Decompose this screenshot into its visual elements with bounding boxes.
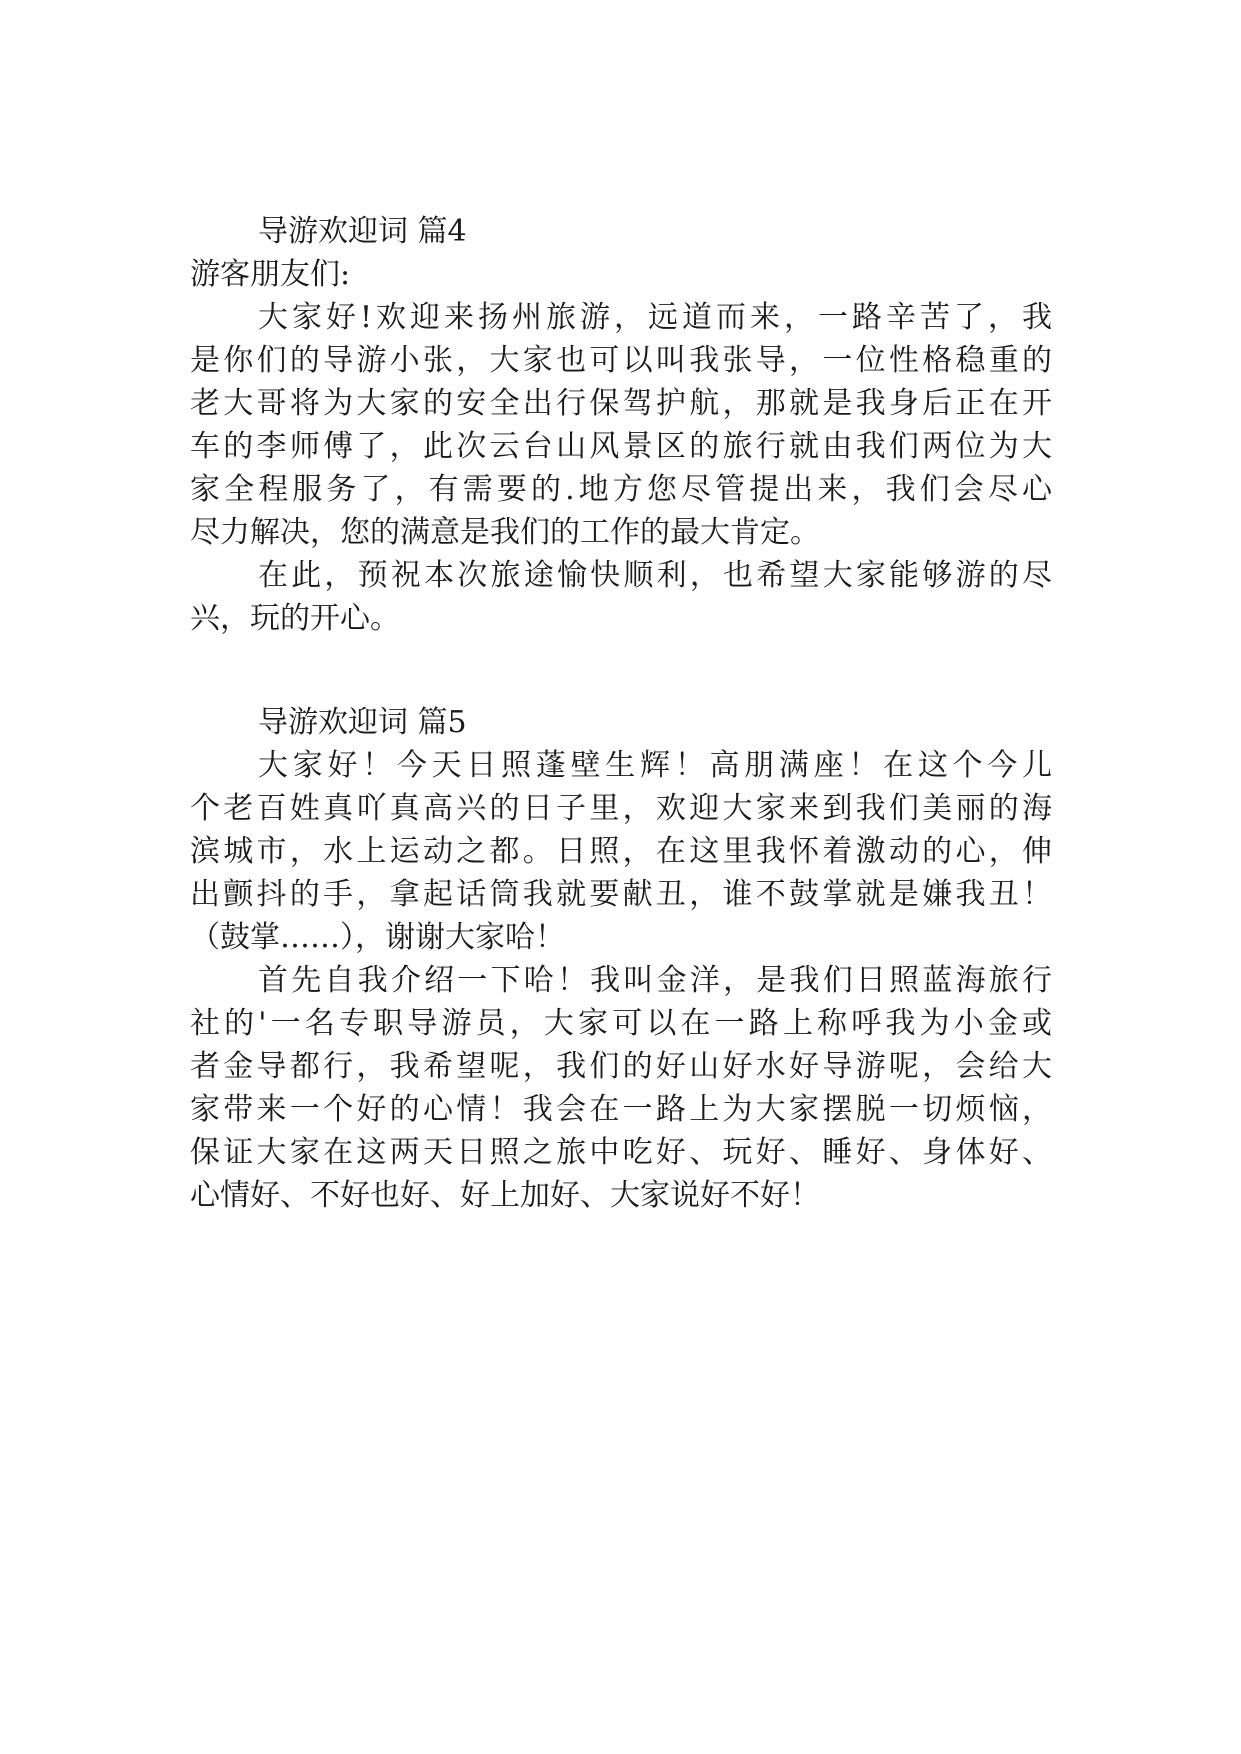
text-line: 车的李师傅了，此次云台山风景区的旅行就由我们两位为大	[190, 429, 1052, 464]
text-line: 首先自我介绍一下哈！我叫金洋，是我们日照蓝海旅行	[258, 963, 1052, 998]
text-line: 家全程服务了，有需要的.地方您尽管提出来，我们会尽心	[190, 472, 1052, 507]
text-line: 滨城市，水上运动之都。日照，在这里我怀着激动的心，伸	[190, 834, 1052, 869]
paragraph	[190, 744, 1052, 959]
section-4	[190, 210, 1052, 640]
text-line: 在此，预祝本次旅途愉快顺利，也希望大家能够游的尽	[258, 558, 1052, 593]
paragraph	[190, 296, 1052, 554]
text-line: 老大哥将为大家的安全出行保驾护航，那就是我身后正在开	[190, 386, 1052, 421]
document-body	[190, 210, 1052, 1217]
text-line: 个老百姓真吖真高兴的日子里，欢迎大家来到我们美丽的海	[190, 791, 1052, 826]
text-line: 尽力解决，您的满意是我们的工作的最大肯定。	[190, 515, 820, 550]
text-line: 大家好!欢迎来扬州旅游，远道而来，一路辛苦了，我	[258, 300, 1052, 335]
greeting-line: 游客朋友们:	[190, 257, 351, 292]
text-line: 社的'一名专职导游员，大家可以在一路上称呼我为小金或	[190, 1006, 1052, 1041]
section-5	[190, 701, 1052, 1217]
paragraph	[190, 959, 1052, 1217]
text-line: 出颤抖的手，拿起话筒我就要献丑，谁不鼓掌就是嫌我丑！	[190, 877, 1052, 912]
text-line: 是你们的导游小张，大家也可以叫我张导，一位性格稳重的	[190, 343, 1052, 378]
text-line: 者金导都行，我希望呢，我们的好山好水好导游呢，会给大	[190, 1049, 1052, 1084]
section-spacer	[190, 640, 1052, 701]
text-line: 保证大家在这两天日照之旅中吃好、玩好、睡好、身体好、	[190, 1135, 1052, 1170]
text-line: 大家好！今天日照蓬壁生辉！高朋满座！在这个今儿	[258, 748, 1052, 783]
text-line: 心情好、不好也好、好上加好、大家说好不好！	[190, 1178, 820, 1213]
section-heading: 导游欢迎词 篇5	[258, 705, 467, 740]
text-line: 兴，玩的开心。	[190, 601, 400, 636]
paragraph	[190, 554, 1052, 640]
text-line: 家带来一个好的心情！我会在一路上为大家摆脱一切烦恼，	[190, 1092, 1052, 1127]
text-line: （鼓掌……），谢谢大家哈！	[190, 920, 565, 955]
section-heading: 导游欢迎词 篇4	[258, 214, 467, 249]
